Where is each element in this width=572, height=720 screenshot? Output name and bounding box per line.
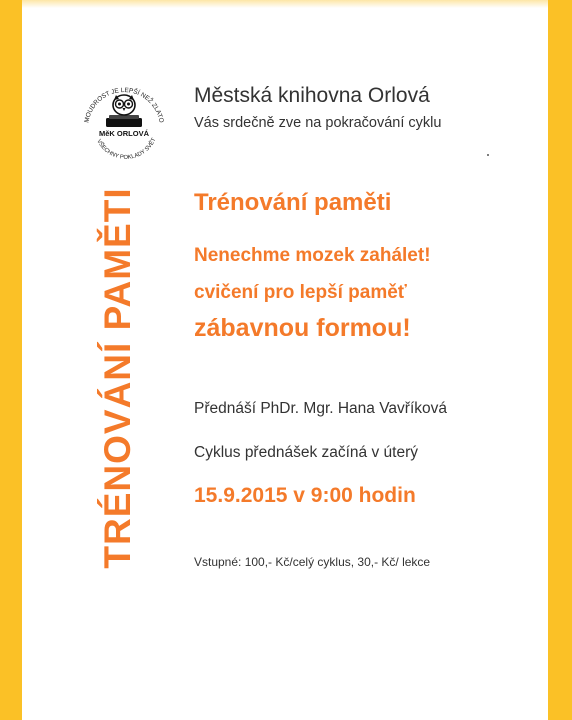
- lecturer-line: Přednáší PhDr. Mgr. Hana Vavříková: [194, 400, 447, 417]
- cycle-start-line: Cyklus přednášek začíná v úterý: [194, 444, 418, 461]
- event-date: 15.9.2015 v 9:00 hodin: [194, 484, 416, 507]
- scan-dot: [487, 154, 489, 156]
- logo-center-text: MěK ORLOVÁ: [98, 129, 150, 138]
- top-border-fade: [22, 0, 548, 8]
- owl-on-books-icon: [106, 95, 142, 127]
- logo-top-text: MOUDROST JE LEPŠÍ NEŽ ZLATO: [83, 86, 165, 124]
- library-logo: [76, 74, 172, 170]
- admission-fee: Vstupné: 100,- Kč/celý cyklus, 30,- Kč/ lekce: [194, 555, 431, 569]
- logo-bottom-text: VŠECHNY POKLADY SVĚT: [95, 137, 158, 161]
- slogan-line-2: cvičení pro lepší paměť: [194, 282, 407, 303]
- slogan-line-3: zábavnou formou!: [194, 314, 411, 342]
- right-yellow-border: [548, 0, 572, 720]
- left-yellow-border: [0, 0, 22, 720]
- library-name: Městská knihovna Orlová: [194, 84, 430, 107]
- invitation-text: Vás srdečně zve na pokračování cyklu: [194, 115, 442, 131]
- event-heading: Trénování paměti: [194, 189, 392, 216]
- slogan-line-1: Nenechme mozek zahálet!: [194, 245, 431, 266]
- vertical-title: TRÉNOVÁNÍ PAMĚTI: [97, 187, 138, 569]
